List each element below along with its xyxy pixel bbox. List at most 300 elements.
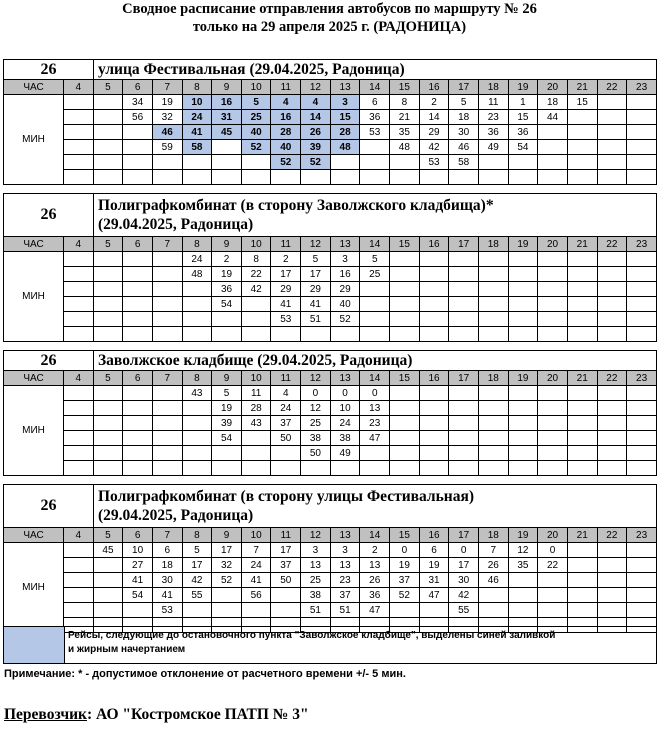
hour-cell: 6	[123, 371, 153, 386]
minute-cell	[93, 297, 123, 312]
minute-cell: 13	[330, 558, 360, 573]
minute-cell: 46	[478, 573, 508, 588]
minute-cell	[123, 140, 153, 155]
title-line-1: Сводное расписание отправления автобусов по маршруту № 26	[122, 1, 537, 17]
minute-cell	[597, 312, 627, 327]
minute-cell	[271, 446, 301, 461]
legend-swatch	[4, 627, 65, 663]
minute-cell: 24	[330, 416, 360, 431]
minute-cell	[152, 252, 182, 267]
hour-cell: 10	[241, 528, 271, 543]
minute-cell	[567, 170, 597, 185]
minute-cell: 42	[182, 573, 212, 588]
minute-cell	[123, 603, 153, 618]
minute-cell	[538, 267, 568, 282]
minute-cell	[567, 431, 597, 446]
minute-cell	[627, 401, 657, 416]
hour-cell: 8	[182, 237, 212, 252]
minute-cell	[301, 461, 331, 476]
hour-cell: 20	[538, 371, 568, 386]
hour-cell: 22	[597, 371, 627, 386]
schedule-table	[3, 236, 657, 342]
hour-cell: 4	[64, 371, 94, 386]
minute-cell	[597, 95, 627, 110]
minute-cell	[64, 155, 94, 170]
hour-cell: 14	[360, 528, 390, 543]
hour-label: ЧАС	[4, 237, 64, 252]
block-title-line-1: Полиграфкомбинат (в сторону улицы Фестивальная)	[98, 488, 475, 505]
minute-cell: 29	[419, 125, 449, 140]
minute-cell	[597, 461, 627, 476]
minute-cell: 17	[182, 558, 212, 573]
minute-cell	[419, 431, 449, 446]
hour-cell: 6	[123, 80, 153, 95]
minute-cell	[123, 431, 153, 446]
hour-cell: 4	[64, 237, 94, 252]
minute-cell	[478, 282, 508, 297]
minute-cell	[212, 155, 242, 170]
minute-row	[4, 386, 657, 401]
minute-cell	[597, 446, 627, 461]
minute-cell	[123, 461, 153, 476]
minute-cell: 49	[330, 446, 360, 461]
minute-cell: 52	[390, 588, 420, 603]
minute-cell: 8	[241, 252, 271, 267]
hour-cell: 11	[271, 80, 301, 95]
minute-cell	[152, 386, 182, 401]
minute-cell	[123, 446, 153, 461]
minute-cell	[508, 267, 538, 282]
minute-cell	[123, 386, 153, 401]
hour-cell: 23	[627, 80, 657, 95]
hour-cell: 10	[241, 80, 271, 95]
minute-cell	[478, 588, 508, 603]
block-title: улица Фестивальная (29.04.2025, Радоница)	[98, 61, 405, 78]
hour-cell: 11	[271, 237, 301, 252]
hour-cell: 20	[538, 80, 568, 95]
minute-cell	[93, 588, 123, 603]
minute-cell	[508, 297, 538, 312]
minute-cell	[123, 125, 153, 140]
minute-cell	[508, 312, 538, 327]
minute-cell: 27	[123, 558, 153, 573]
minute-cell	[182, 312, 212, 327]
minute-cell	[390, 282, 420, 297]
minute-cell: 52	[330, 312, 360, 327]
minute-cell	[64, 125, 94, 140]
minute-cell: 23	[360, 416, 390, 431]
minute-cell	[419, 401, 449, 416]
minute-cell: 0	[301, 386, 331, 401]
minute-cell: 29	[271, 282, 301, 297]
hour-cell: 8	[182, 528, 212, 543]
minute-cell	[597, 401, 627, 416]
minute-cell	[390, 327, 420, 342]
minute-cell	[390, 416, 420, 431]
minute-row	[4, 603, 657, 618]
minute-cell	[152, 170, 182, 185]
minute-cell	[478, 252, 508, 267]
hour-cell: 18	[478, 237, 508, 252]
minute-cell: 41	[152, 588, 182, 603]
schedule-table	[3, 79, 657, 185]
minute-cell: 36	[360, 110, 390, 125]
minute-cell: 24	[182, 110, 212, 125]
minute-cell	[212, 588, 242, 603]
minute-cell: 6	[360, 95, 390, 110]
minute-cell: 28	[330, 125, 360, 140]
minute-cell: 58	[449, 155, 479, 170]
minute-cell: 35	[508, 558, 538, 573]
minute-cell: 8	[390, 95, 420, 110]
minute-cell	[64, 267, 94, 282]
minute-cell: 28	[241, 401, 271, 416]
minute-cell: 5	[301, 252, 331, 267]
minute-row	[4, 416, 657, 431]
minute-cell	[567, 267, 597, 282]
minute-cell	[419, 603, 449, 618]
minute-cell: 7	[241, 543, 271, 558]
minute-cell	[241, 155, 271, 170]
minute-cell	[271, 603, 301, 618]
minute-row	[4, 125, 657, 140]
minute-cell: 13	[301, 558, 331, 573]
hour-cell: 12	[301, 528, 331, 543]
minute-cell	[419, 461, 449, 476]
hour-cell: 23	[627, 237, 657, 252]
hour-label: ЧАС	[4, 371, 64, 386]
minute-cell: 37	[271, 416, 301, 431]
minute-cell: 22	[241, 267, 271, 282]
minute-cell	[597, 252, 627, 267]
minute-cell	[64, 573, 94, 588]
route-number: 26	[4, 194, 94, 236]
minute-cell	[538, 297, 568, 312]
minute-cell	[567, 327, 597, 342]
hour-cell: 9	[212, 371, 242, 386]
minute-cell	[597, 327, 627, 342]
minute-cell	[152, 312, 182, 327]
minute-cell	[93, 327, 123, 342]
minute-cell	[567, 573, 597, 588]
minute-cell	[152, 282, 182, 297]
minute-cell	[597, 386, 627, 401]
minute-cell: 51	[301, 312, 331, 327]
minute-row	[4, 140, 657, 155]
minute-cell	[212, 603, 242, 618]
minute-cell	[182, 327, 212, 342]
minute-cell	[64, 95, 94, 110]
hour-cell: 11	[271, 528, 301, 543]
minute-cell	[123, 327, 153, 342]
hour-cell: 19	[508, 528, 538, 543]
minute-cell: 23	[330, 573, 360, 588]
minute-cell	[449, 282, 479, 297]
hour-cell: 15	[390, 528, 420, 543]
minute-cell: 38	[301, 431, 331, 446]
minute-cell	[508, 461, 538, 476]
minute-cell	[93, 170, 123, 185]
minute-cell	[419, 267, 449, 282]
minute-cell	[449, 267, 479, 282]
minute-cell: 24	[182, 252, 212, 267]
minute-cell: 11	[478, 95, 508, 110]
hour-cell: 13	[330, 237, 360, 252]
minute-cell	[419, 170, 449, 185]
minute-cell: 40	[330, 297, 360, 312]
minute-cell: 39	[212, 416, 242, 431]
minute-cell	[64, 588, 94, 603]
minute-cell	[597, 558, 627, 573]
minute-row	[4, 401, 657, 416]
minute-cell	[597, 125, 627, 140]
minute-cell: 29	[330, 282, 360, 297]
minute-cell	[538, 431, 568, 446]
minute-cell	[271, 588, 301, 603]
minute-cell	[93, 110, 123, 125]
minute-cell: 40	[241, 125, 271, 140]
minute-cell	[538, 446, 568, 461]
minute-cell: 52	[271, 155, 301, 170]
minute-cell	[212, 140, 242, 155]
hour-cell: 13	[330, 528, 360, 543]
minute-cell	[182, 401, 212, 416]
minute-cell	[123, 401, 153, 416]
minute-cell: 28	[271, 125, 301, 140]
minute-cell: 5	[360, 252, 390, 267]
minute-cell	[449, 312, 479, 327]
minute-cell	[93, 416, 123, 431]
hour-cell: 22	[597, 528, 627, 543]
minute-cell: 41	[182, 125, 212, 140]
minute-cell	[182, 416, 212, 431]
hour-cell: 14	[360, 371, 390, 386]
minute-cell	[182, 431, 212, 446]
minute-cell	[182, 461, 212, 476]
minute-cell	[330, 461, 360, 476]
minute-cell	[449, 327, 479, 342]
minute-cell: 6	[152, 543, 182, 558]
hour-cell: 5	[93, 80, 123, 95]
minute-cell: 42	[419, 140, 449, 155]
minute-cell	[627, 431, 657, 446]
minute-cell	[449, 297, 479, 312]
minute-cell	[360, 446, 390, 461]
hour-cell: 17	[449, 528, 479, 543]
minute-cell	[182, 446, 212, 461]
hour-cell: 8	[182, 80, 212, 95]
schedule-block-festivalnaya	[3, 59, 657, 185]
minute-cell: 48	[330, 140, 360, 155]
minute-cell	[64, 140, 94, 155]
minute-cell	[627, 416, 657, 431]
minute-cell	[93, 155, 123, 170]
minute-cell: 32	[212, 558, 242, 573]
minute-cell: 53	[271, 312, 301, 327]
minute-cell	[508, 327, 538, 342]
minute-cell: 36	[360, 588, 390, 603]
minute-cell: 4	[301, 95, 331, 110]
minute-cell	[390, 297, 420, 312]
minute-cell	[538, 125, 568, 140]
minute-cell	[390, 170, 420, 185]
minute-cell	[538, 312, 568, 327]
minute-cell	[508, 603, 538, 618]
minute-cell: 53	[152, 603, 182, 618]
minute-cell	[508, 446, 538, 461]
hour-row	[4, 80, 657, 95]
minute-cell: 29	[301, 282, 331, 297]
minute-cell	[182, 603, 212, 618]
minute-cell	[93, 125, 123, 140]
minute-cell	[478, 446, 508, 461]
hour-cell: 17	[449, 371, 479, 386]
minute-cell: 18	[449, 110, 479, 125]
minute-cell: 41	[301, 297, 331, 312]
minute-cell	[360, 140, 390, 155]
minute-cell	[330, 170, 360, 185]
minute-cell: 5	[182, 543, 212, 558]
minute-row	[4, 573, 657, 588]
minute-cell: 55	[182, 588, 212, 603]
minute-cell: 56	[241, 588, 271, 603]
minute-cell	[478, 327, 508, 342]
hour-cell: 13	[330, 371, 360, 386]
minute-cell: 45	[93, 543, 123, 558]
minute-cell	[627, 588, 657, 603]
minute-cell: 12	[508, 543, 538, 558]
minute-cell	[597, 155, 627, 170]
minute-cell: 16	[330, 267, 360, 282]
minute-cell	[123, 252, 153, 267]
minute-cell	[449, 252, 479, 267]
minute-cell	[64, 297, 94, 312]
minute-cell: 47	[360, 431, 390, 446]
minute-cell	[93, 95, 123, 110]
minute-cell	[123, 267, 153, 282]
hour-cell: 16	[419, 528, 449, 543]
minute-cell: 21	[390, 110, 420, 125]
minute-cell: 17	[449, 558, 479, 573]
minute-cell	[597, 297, 627, 312]
minute-cell	[419, 416, 449, 431]
minute-cell: 13	[360, 558, 390, 573]
minute-cell: 15	[508, 110, 538, 125]
minute-cell: 50	[301, 446, 331, 461]
hour-cell: 22	[597, 237, 627, 252]
minute-cell	[390, 155, 420, 170]
minute-label: МИН	[4, 386, 64, 476]
minute-cell: 2	[212, 252, 242, 267]
block-title: Заволжское кладбище (29.04.2025, Радоница)	[98, 352, 413, 369]
minute-cell: 17	[271, 267, 301, 282]
minute-cell: 0	[449, 543, 479, 558]
hour-row	[4, 371, 657, 386]
minute-cell	[567, 110, 597, 125]
minute-row	[4, 95, 657, 110]
minute-cell	[93, 386, 123, 401]
minute-cell	[64, 110, 94, 125]
minute-cell: 13	[360, 401, 390, 416]
minute-cell	[627, 297, 657, 312]
minute-cell	[538, 386, 568, 401]
minute-cell: 19	[212, 267, 242, 282]
minute-cell	[567, 125, 597, 140]
minute-cell	[627, 155, 657, 170]
minute-cell	[93, 267, 123, 282]
minute-cell: 48	[182, 267, 212, 282]
minute-cell	[567, 588, 597, 603]
minute-cell: 52	[241, 140, 271, 155]
minute-cell: 31	[212, 110, 242, 125]
minute-cell	[390, 603, 420, 618]
minute-row	[4, 543, 657, 558]
block-title-line-1: Полиграфкомбинат (в сторону Заволжского кладбища)*	[98, 197, 494, 214]
minute-cell	[64, 446, 94, 461]
minute-cell	[212, 327, 242, 342]
hour-cell: 5	[93, 528, 123, 543]
hour-cell: 12	[301, 80, 331, 95]
minute-cell	[64, 252, 94, 267]
minute-cell	[597, 543, 627, 558]
minute-cell	[478, 155, 508, 170]
minute-cell: 10	[123, 543, 153, 558]
minute-cell	[449, 431, 479, 446]
minute-cell	[64, 170, 94, 185]
minute-cell	[538, 155, 568, 170]
schedule-block-poligraf-to-festivalnaya	[3, 484, 657, 633]
minute-cell: 36	[508, 125, 538, 140]
minute-cell: 25	[241, 110, 271, 125]
minute-cell: 4	[271, 95, 301, 110]
minute-cell	[538, 252, 568, 267]
minute-cell	[508, 282, 538, 297]
minute-cell	[64, 543, 94, 558]
minute-cell	[627, 140, 657, 155]
minute-cell: 0	[390, 543, 420, 558]
minute-cell	[182, 155, 212, 170]
legend-text-line-1: Рейсы, следующие до остановочного пункта "Заволжское кладбище", выделены синей заливкой	[68, 630, 556, 641]
minute-cell: 42	[241, 282, 271, 297]
minute-cell: 23	[478, 110, 508, 125]
minute-cell: 0	[538, 543, 568, 558]
minute-cell: 30	[449, 125, 479, 140]
minute-cell: 18	[152, 558, 182, 573]
minute-label: МИН	[4, 543, 64, 633]
minute-cell	[478, 461, 508, 476]
minute-cell: 11	[241, 386, 271, 401]
minute-cell	[212, 170, 242, 185]
minute-cell: 5	[241, 95, 271, 110]
hour-cell: 19	[508, 371, 538, 386]
minute-cell	[64, 386, 94, 401]
minute-cell: 51	[330, 603, 360, 618]
minute-cell	[478, 603, 508, 618]
minute-cell	[123, 170, 153, 185]
minute-cell	[478, 170, 508, 185]
minute-cell	[419, 297, 449, 312]
minute-cell: 54	[508, 140, 538, 155]
minute-cell: 6	[419, 543, 449, 558]
hour-cell: 16	[419, 80, 449, 95]
minute-cell	[241, 446, 271, 461]
minute-cell	[241, 603, 271, 618]
minute-cell: 37	[330, 588, 360, 603]
hour-cell: 21	[567, 528, 597, 543]
hour-cell: 8	[182, 371, 212, 386]
block-title-line-2: (29.04.2025, Радоница)	[98, 507, 254, 524]
minute-cell	[182, 170, 212, 185]
